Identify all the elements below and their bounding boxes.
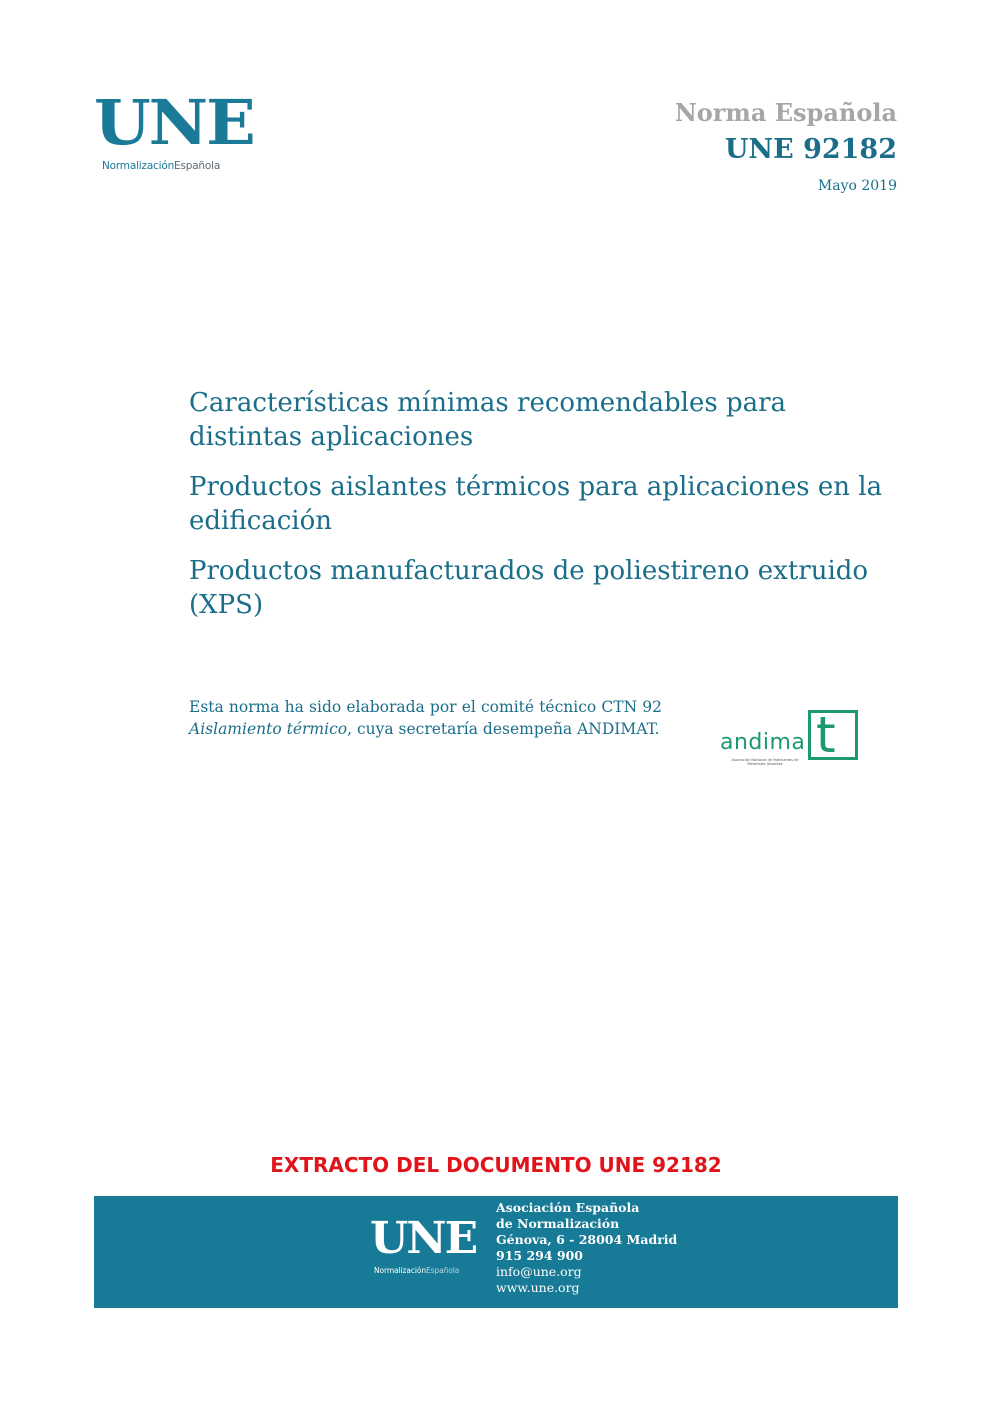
org-web-link[interactable]: www.une.org — [496, 1280, 580, 1295]
andimat-logo — [720, 708, 865, 768]
norma-label: Norma Española — [674, 98, 897, 127]
footer-une-logo — [370, 1213, 480, 1276]
org-phone: 915 294 900 — [496, 1248, 583, 1263]
andimat-logo-letter: t — [816, 706, 836, 764]
title-2: Productos aislantes térmicos para aplicaciones en la edificación — [189, 472, 883, 536]
committee-paragraph — [189, 696, 662, 740]
andimat-logo-word: andima — [720, 730, 806, 755]
footer-logo-letters: UNE — [370, 1213, 477, 1264]
footer-logo-subtitle — [374, 1266, 459, 1275]
une-logo-subtitle — [102, 160, 220, 172]
une-logo — [94, 86, 254, 174]
committee-text-after: , cuya secretaría desempeña ANDIMAT. — [347, 720, 660, 738]
org-name-line1: Asociación Española — [496, 1200, 640, 1215]
committee-text-before: Esta norma ha sido elaborada por el comité técnico CTN 92 — [189, 698, 662, 716]
andimat-logo-tagline: Asociación Nacional de Fabricantes de Materiales Aislantes — [731, 758, 799, 766]
extract-title: EXTRACTO DEL DOCUMENTO UNE 92182 — [270, 1153, 722, 1177]
org-email-link[interactable]: info@une.org — [496, 1264, 582, 1279]
une-logo-letters: UNE — [94, 86, 254, 159]
org-address: Génova, 6 - 28004 Madrid — [496, 1232, 678, 1247]
contact-block — [496, 1200, 677, 1296]
committee-name: Aislamiento térmico — [189, 720, 348, 738]
publication-date: Mayo 2019 — [817, 178, 897, 194]
footer-logo-sub-secondary: Española — [426, 1266, 460, 1275]
title-1: Características mínimas recomendables para distintas aplicaciones — [189, 388, 787, 452]
footer-logo-sub-primary: Normalización — [374, 1266, 427, 1275]
footer-band — [94, 1196, 898, 1308]
standard-code: UNE 92182 — [724, 134, 897, 165]
title-3: Productos manufacturados de poliestireno extruido (XPS) — [189, 556, 869, 620]
org-name-line2: de Normalización — [496, 1216, 620, 1231]
une-logo-sub-secondary: Española — [174, 160, 221, 172]
document-titles — [189, 386, 889, 638]
une-logo-sub-primary: Normalización — [102, 160, 175, 172]
